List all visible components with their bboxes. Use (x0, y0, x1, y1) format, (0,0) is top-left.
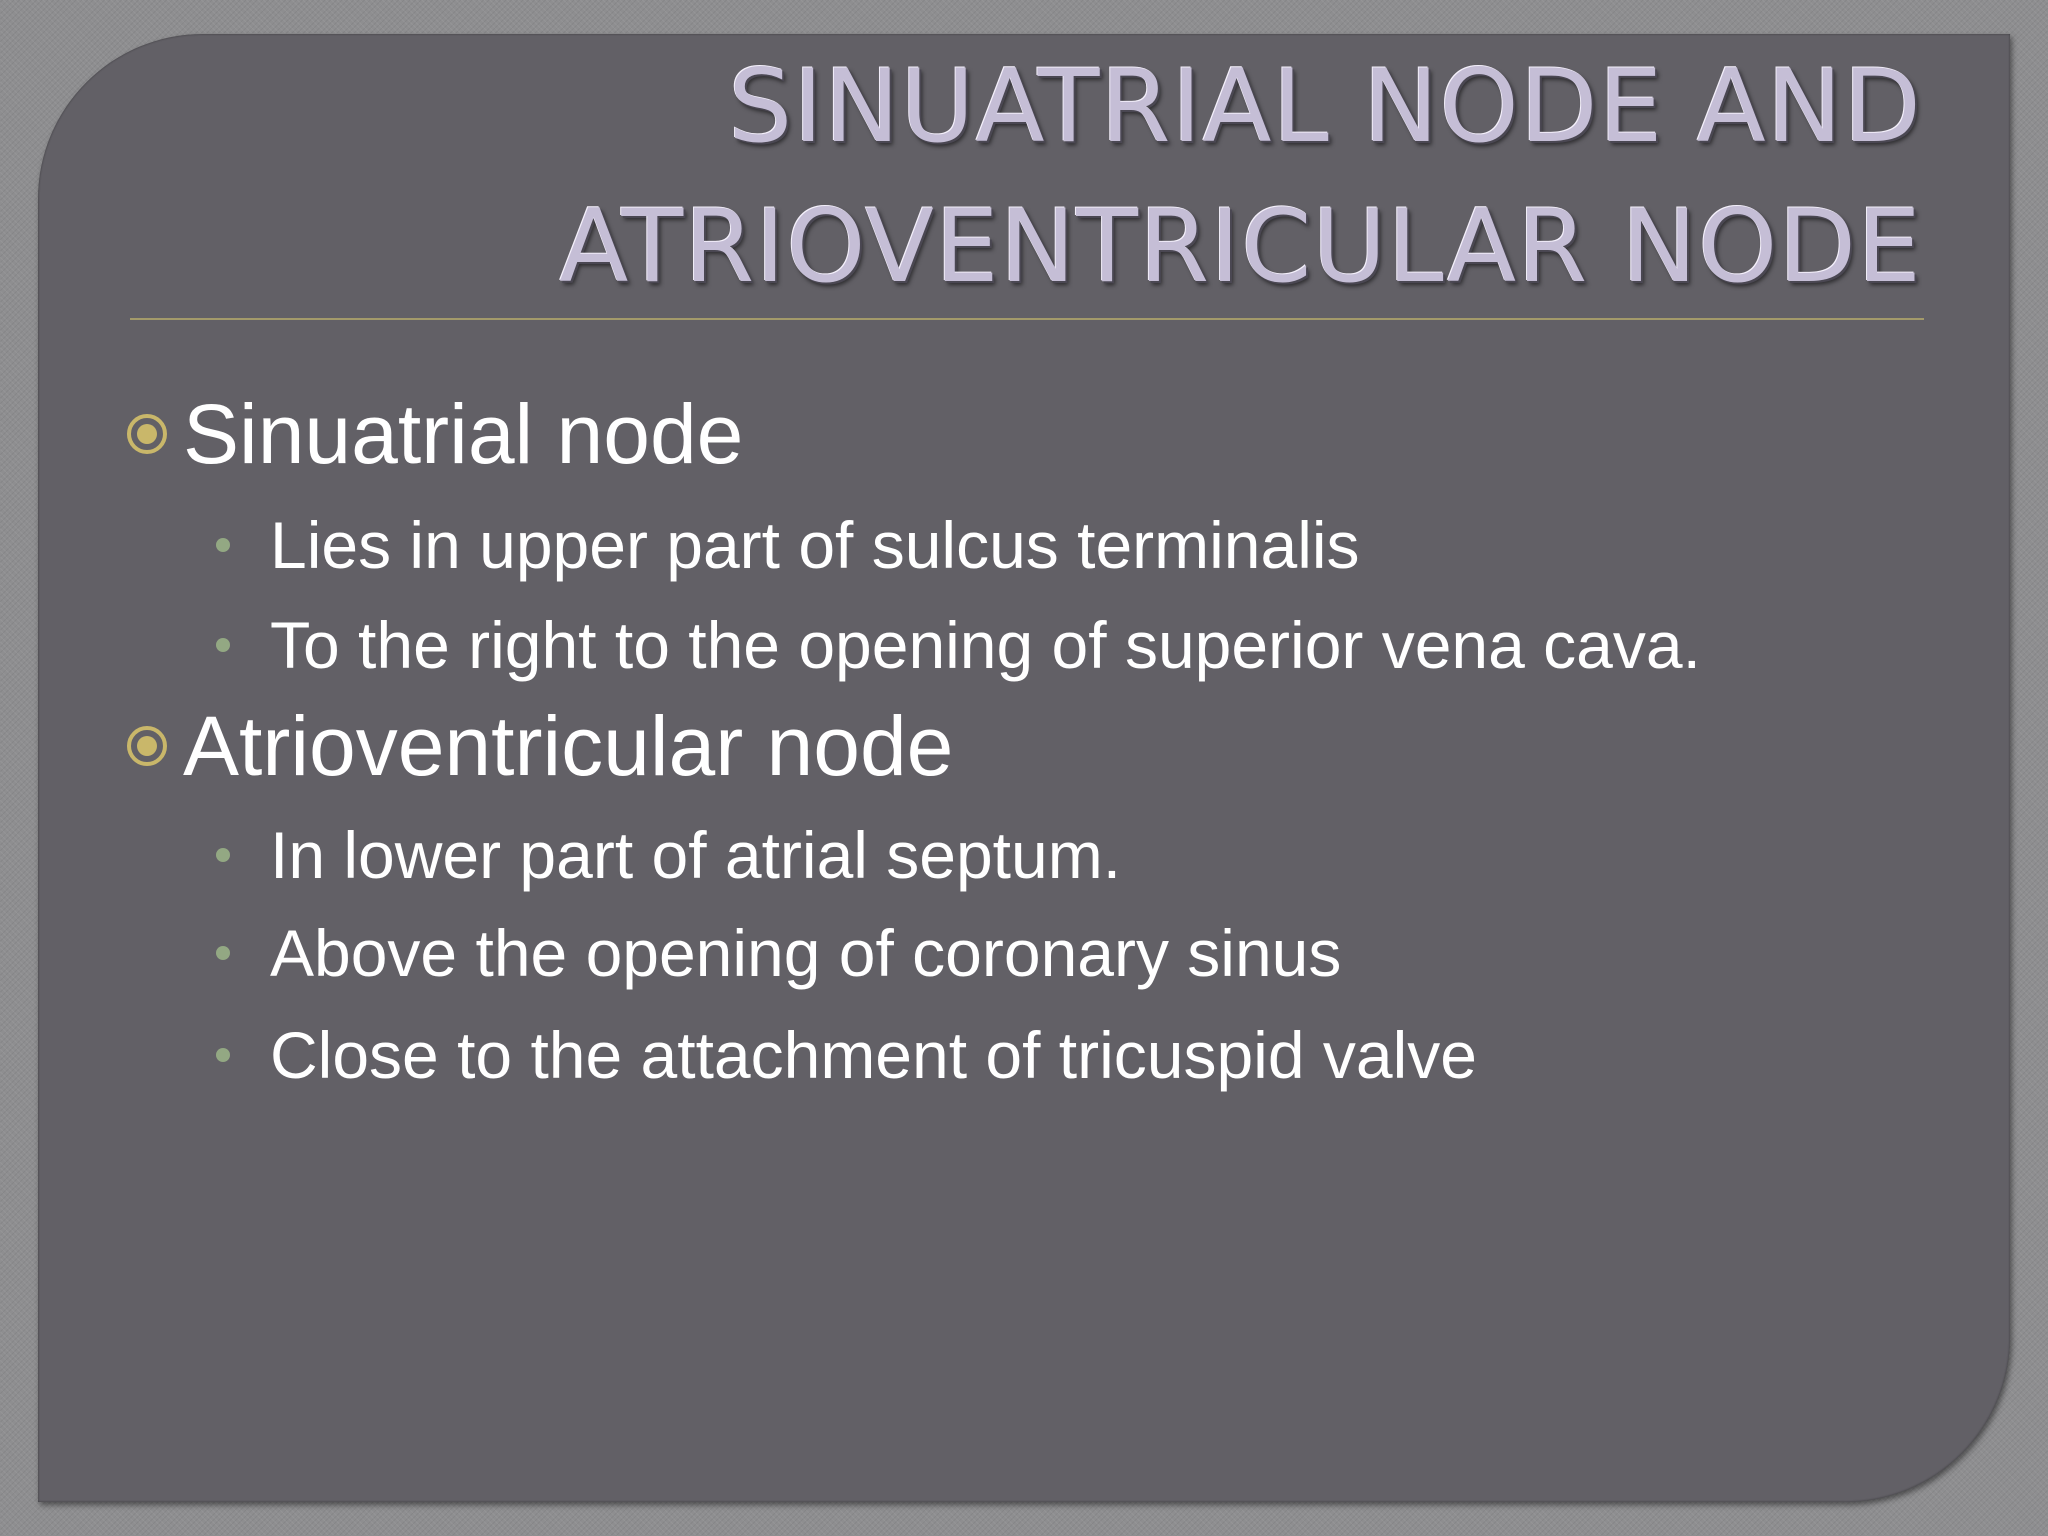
dot-icon (216, 538, 230, 552)
title-line-1: SINUATRIAL NODE AND (728, 47, 1922, 165)
dot-icon (216, 946, 230, 960)
circled-dot-icon (125, 412, 169, 456)
bullet-sinuatrial-node (125, 387, 744, 481)
sub-bullet-text: Close to the attachment of tricuspid valve (270, 1018, 1477, 1092)
bullet-atrioventricular-node (125, 699, 954, 793)
circled-dot-icon (125, 724, 169, 768)
dot-icon (216, 848, 230, 862)
sub-bullet-item (216, 916, 1342, 990)
title-line-2: ATRIOVENTRICULAR NODE (559, 187, 1922, 305)
sub-bullet-text: In lower part of atrial septum. (270, 818, 1122, 892)
sub-bullet-item (216, 508, 1360, 582)
heading-atrioventricular-node: Atrioventricular node (183, 699, 954, 793)
sub-bullet-text: Above the opening of coronary sinus (270, 916, 1342, 990)
sub-bullet-item (216, 1018, 1477, 1092)
sub-bullet-item (216, 608, 1701, 682)
dot-icon (216, 638, 230, 652)
sub-bullet-text: Lies in upper part of sulcus terminalis (270, 508, 1360, 582)
sub-bullet-item (216, 818, 1122, 892)
dot-icon (216, 1048, 230, 1062)
heading-sinuatrial-node: Sinuatrial node (183, 387, 744, 481)
sub-bullet-text: To the right to the opening of superior vena cava. (270, 608, 1701, 682)
